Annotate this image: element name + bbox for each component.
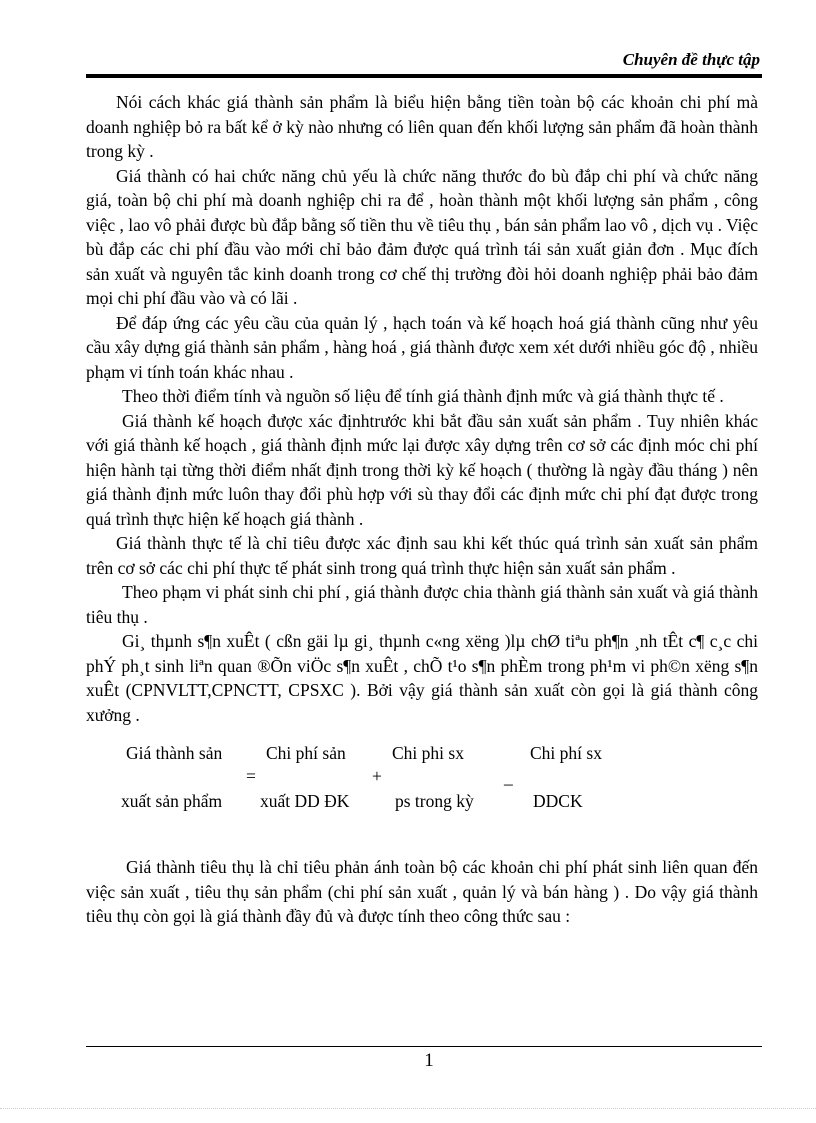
formula-term3-line2: DDCK (533, 791, 583, 811)
page-number: 1 (424, 1050, 434, 1071)
formula-plus: + (372, 766, 382, 786)
paragraph-8: Gi¸ thµnh s¶n xuÊt ( cßn gäi lµ gi¸ thµnh c«ng xëng )lµ chØ tiªu ph¶n ¸nh tÊt c¶ c¸c chi phÝ ph¸t sinh liªn quan ®Õn viÖc s¶n xuÊt , chÕ t¹o s¶n phÈm trong ph¹m vi ph©n xëng s¶n xuÊt (CPNVLTT,CPNCTT, CPSXC ). Bởi vậy giá thành sản xuất còn gọi là giá thành công xưởng . (86, 631, 758, 725)
formula-term1-line1: Chi phí sản (266, 743, 346, 763)
formula-term2-line2: ps trong kỳ (395, 791, 474, 811)
paragraph-7: Theo phạm vi phát sinh chi phí , giá thành được chia thành giá thành sản xuất và giá thành tiêu thụ . (86, 582, 758, 627)
document-body (86, 90, 758, 929)
paragraph-6: Giá thành thực tế là chỉ tiêu được xác định sau khi kết thúc quá trình sản xuất sản phẩm trên cơ sở các chi phí thực tế phát sinh trong quá trình thực hiện sản xuất sản phẩm . (86, 533, 758, 578)
closing-paragraph: Giá thành tiêu thụ là chỉ tiêu phản ánh toàn bộ các khoản chi phí phát sinh liên quan đến việc sản xuất , tiêu thụ sản phẩm (chi phí sản xuất , quản lý và bán hàng ) . Do vậy giá thành tiêu thụ còn gọi là giá thành đầy đủ và được tính theo công thức sau : (86, 857, 758, 926)
paragraph-2: Giá thành có hai chức năng chủ yếu là chức năng thước đo bù đắp chi phí và chức năng giá, toàn bộ chi phí mà doanh nghiệp chi ra để , hoàn thành một khối lượng sản phẩm , công việc , lao vô phải được bù đắp bằng số tiền thu về tiêu thụ , bán sản phẩm lao vô , dịch vụ . Việc bù đắp các chi phí đầu vào mới chỉ bảo đảm được quá trình tái sản xuất giản đơn . Mục đích sản xuất và nguyên tắc kinh doanh trong cơ chế thị trường đòi hỏi doanh nghiệp phải bảo đảm mọi chi phí đầu vào và có lãi . (86, 165, 759, 308)
formula-term2-line1: Chi phi sx (392, 743, 464, 763)
paragraph-3: Để đáp ứng các yêu cầu của quản lý , hạch toán và kế hoạch hoá giá thành cũng như yêu cầu xây dựng giá thành sản phẩm , hàng hoá , giá thành được xem xét dưới nhiều góc độ , nhiều phạm vi tính toán khác nhau . (86, 312, 758, 382)
paragraph-4: Theo thời điểm tính và nguồn số liệu để tính giá thành định mức và giá thành thực tế . (122, 386, 724, 406)
formula-term1-line2: xuất DD ĐK (260, 791, 350, 811)
page-edge-divider (0, 1108, 816, 1109)
header-rule (86, 74, 762, 78)
formula-term3-line1: Chi phí sx (530, 743, 602, 763)
formula-equals: = (246, 766, 256, 786)
footer-rule (86, 1046, 762, 1047)
paragraph-1: Nói cách khác giá thành sản phẩm là biểu hiện bằng tiền toàn bộ các khoản chi phí mà doanh nghiệp bỏ ra bất kể ở kỳ nào nhưng có liên quan đến khối lượng sản phẩm đã hoàn thành trong kỳ . (86, 92, 758, 161)
cost-formula (86, 741, 758, 851)
paragraph-5: Giá thành kế hoạch được xác địnhtrước khi bắt đầu sản xuất sản phẩm . Tuy nhiên khác với giá thành kế hoạch , giá thành định mức lại được xây dựng trên cơ sở các định móc chi phí hiện hành tại từng thời điểm nhất định trong thời kỳ kế hoạch ( thường là ngày đầu tháng ) nên giá thành định mức luôn thay đổi phù hợp với sù thay đổi các định mức chi phí đạt được trong quá trình thực hiện kế hoạch giá thành . (86, 410, 758, 529)
formula-minus: _ (504, 767, 513, 787)
formula-lhs-line1: Giá thành sản (126, 743, 223, 763)
running-header-title: Chuyên đề thực tập (622, 50, 760, 69)
formula-lhs-line2: xuất sản phẩm (121, 791, 223, 811)
